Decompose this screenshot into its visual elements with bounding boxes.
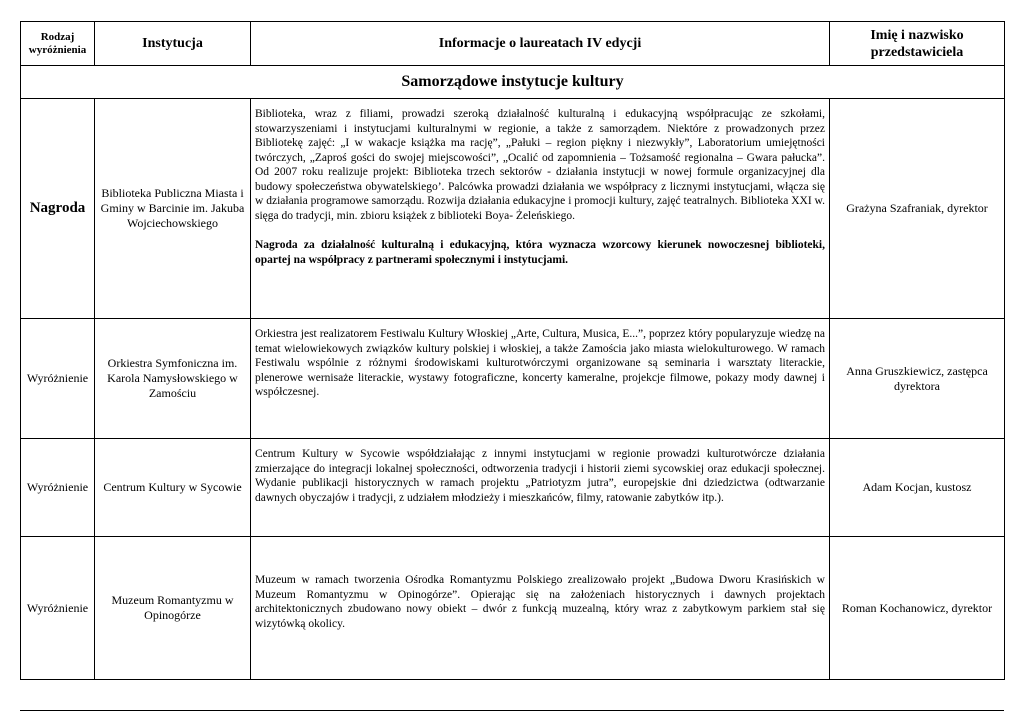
award-justification: Nagroda za działalność kulturalną i edukacyjną, która wyznacza wzorcowy kierunek nowoczesnej biblioteki, opartej na współpracy z partnerami społecznymi i instytucjami. <box>255 239 825 266</box>
section-title: Samorządowe instytucje kultury <box>21 66 1005 99</box>
column-header-info: Informacje o laureatach IV edycji <box>251 22 830 66</box>
column-header-institution: Instytucja <box>95 22 251 66</box>
table-row <box>21 439 1005 537</box>
institution-name: Centrum Kultury w Sycowie <box>95 439 251 537</box>
table-header-row <box>21 22 1005 66</box>
laureate-info-text: Centrum Kultury w Sycowie współdziałając z innymi instytucjami w regionie prowadzi kulturotwórcze działania zmierzające do integracji lokalnej społeczności, odtworzenia tradycji i historii ziemi sycowskiej oraz edukacji społecznej. Wydanie publikacji historycznych w ramach projektu „Patriotyzm jutra”, europejskie dni dziedzictwa (odtwarzanie dawnych obyczajów i tradycji, z udziałem młodzieży i mieszkańców, filmy, ratowanie zabytków itp.). <box>255 448 825 504</box>
laureate-info <box>251 537 830 680</box>
laureate-info-text: Orkiestra jest realizatorem Festiwalu Kultury Włoskiej „Arte, Cultura, Musica, E...”, poprzez który popularyzuje wiedzę na temat wielowiekowych związków kultury polskiej i włoskiej, a także Zamościa jako miasta wielokulturowego. W ramach Festiwalu wspólnie z różnymi środowiskami kulturotwórczymi organizowane są seminaria i warsztaty literackie, plenerowe wernisaże literackie, wystawy fotograficzne, koncerty kameralne, projekcje filmowe, pokazy mody dawnej i współczesnej. <box>255 328 825 398</box>
representative-name: Grażyna Szafraniak, dyrektor <box>830 99 1005 319</box>
laureate-info-text: Muzeum w ramach tworzenia Ośrodka Romantyzmu Polskiego zrealizowało projekt „Budowa Dworu Krasińskich w Muzeum Romantyzmu w Opinogórze”. Opierając się na założeniach historycznych i dawnych projektach architektonicznych zbudowano nowy obiekt – dwór z funkcją muzealną, który wraz z zabytkowym parkiem stał się wizytówką okolicy. <box>255 574 825 630</box>
column-header-type: Rodzaj wyróżnienia <box>21 22 95 66</box>
column-header-person: Imię i nazwisko przedstawiciela <box>830 22 1005 66</box>
laureates-table <box>20 21 1005 680</box>
laureate-info <box>251 319 830 439</box>
laureate-info-text: Biblioteka, wraz z filiami, prowadzi szeroką działalność kulturalną i edukacyjną współpracując ze szkołami, stowarzyszeniami i instytucjami kulturalnymi w regionie, a także z samorządem. Niektóre z prowadzonych przez Bibliotekę zajęć: „I w wakacje książka ma rację”, „Pałuki – region piękny i niezwykły”, Laboratorium umiejętności twórczych, „Zaproś gości do swojej miejscowości”, „Ocalić od zapomnienia – Tożsamość regionalna – Gwara pałucka”. Od 2007 roku realizuje projekt: Biblioteka trzech sektorów - działania instytucji w nowej formule organizacyjnej dla budowy społeczeństwa obywatelskiego’. Palcówka prowadzi działania we współpracy z licznymi instytucjami, włącza się w działania programowe samorządu. Rozwija działania edukacyjne i promocji kultury, zajęć teatralnych. Biblioteka XXI w. sięga do tradycji, min. zbioru książek z biblioteki Boya- Żeleńskiego. <box>255 108 825 222</box>
representative-name: Roman Kochanowicz, dyrektor <box>830 537 1005 680</box>
laureate-info <box>251 439 830 537</box>
representative-name: Adam Kocjan, kustosz <box>830 439 1005 537</box>
institution-name: Orkiestra Symfoniczna im. Karola Namysłowskiego w Zamościu <box>95 319 251 439</box>
award-type: Nagroda <box>21 99 95 319</box>
representative-name: Anna Gruszkiewicz, zastępca dyrektora <box>830 319 1005 439</box>
section-row <box>21 66 1005 99</box>
table-row <box>21 99 1005 319</box>
table-row <box>21 537 1005 680</box>
table-row <box>21 319 1005 439</box>
award-type: Wyróżnienie <box>21 319 95 439</box>
footer-divider <box>20 710 1004 711</box>
award-type: Wyróżnienie <box>21 439 95 537</box>
institution-name: Biblioteka Publiczna Miasta i Gminy w Barcinie im. Jakuba Wojciechowskiego <box>95 99 251 319</box>
award-type: Wyróżnienie <box>21 537 95 680</box>
laureate-info <box>251 99 830 319</box>
institution-name: Muzeum Romantyzmu w Opinogórze <box>95 537 251 680</box>
